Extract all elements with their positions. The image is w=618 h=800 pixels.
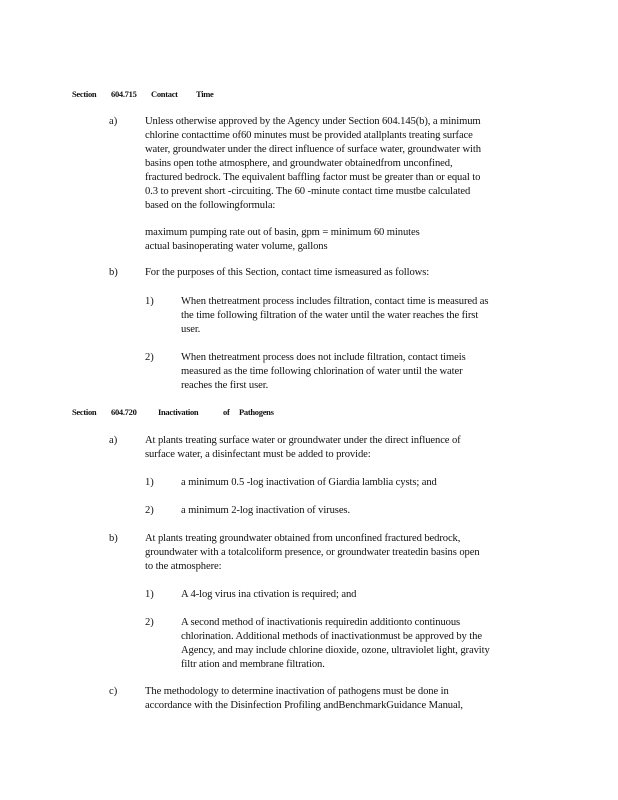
text-line: fractured bedrock. The equivalent baffling factor must be greater than or equal to: [145, 172, 481, 183]
subitem-paragraph: [181, 616, 541, 672]
section-title-word: of: [223, 407, 230, 417]
item-paragraph: [145, 532, 540, 574]
text-line: At plants treating surface water or groundwater under the direct influence of: [145, 435, 461, 446]
text-line: a minimum 0.5 -log inactivation of Giardia lamblia cysts; and: [181, 477, 437, 488]
text-line: At plants treating groundwater obtained from unconfined fractured bedrock,: [145, 533, 461, 544]
subitem-paragraph: [181, 504, 541, 518]
text-line: a minimum 2-log inactivation of viruses.: [181, 505, 351, 516]
item-paragraph: [145, 115, 540, 213]
text-line: A second method of inactivationis requiredin additionto continuous: [181, 617, 461, 628]
item-label: a): [109, 116, 118, 127]
subitem-paragraph: [181, 476, 541, 490]
text-line: filtr ation and membrane filtration.: [181, 659, 325, 670]
section-number: 604.715: [111, 89, 137, 99]
text-line: surface water, a disinfectant must be added to provide:: [145, 449, 371, 460]
formula-line: actual basinoperating water volume, gallons: [145, 241, 328, 252]
text-line: 0.3 to prevent short -circuiting. The 60 -minute contact time mustbe calculated: [145, 186, 471, 197]
subitem-label: 2): [145, 352, 154, 363]
subitem-label: 1): [145, 589, 154, 600]
item-paragraph: [145, 266, 540, 280]
text-line: groundwater with a totalcoliform presence, or groundwater treatedin basins open: [145, 547, 480, 558]
text-line: reaches the first user.: [181, 380, 269, 391]
text-line: measured as the time following chlorination of water until the water: [181, 366, 463, 377]
item-paragraph: [145, 434, 540, 462]
subitem-label: 1): [145, 296, 154, 307]
section-number: 604.720: [111, 407, 137, 417]
formula: [145, 226, 540, 254]
subitem-label: 1): [145, 477, 154, 488]
text-line: accordance with the Disinfection Profiling andBenchmarkGuidance Manual,: [145, 700, 463, 711]
text-line: Agency, and may include chlorine dioxide, ozone, ultraviolet light, gravity: [181, 645, 490, 656]
text-line: to the atmosphere:: [145, 561, 222, 572]
text-line: For the purposes of this Section, contact time ismeasured as follows:: [145, 267, 430, 278]
text-line: A 4-log virus ina ctivation is required; and: [181, 589, 357, 600]
item-paragraph: [145, 685, 540, 713]
text-line: The methodology to determine inactivation of pathogens must be done in: [145, 686, 449, 697]
text-line: user.: [181, 324, 201, 335]
section-label: Section: [72, 407, 97, 417]
section-label: Section: [72, 89, 97, 99]
text-line: water, groundwater under the direct influence of surface water, groundwater with: [145, 144, 481, 155]
section-title-word: Time: [196, 89, 214, 99]
subitem-paragraph: [181, 351, 541, 393]
subitem-paragraph: [181, 588, 541, 602]
subitem-label: 2): [145, 617, 154, 628]
section-title-word: Inactivation: [158, 407, 199, 417]
text-line: basins open tothe atmosphere, and groundwater obtainedfrom unconfined,: [145, 158, 453, 169]
item-label: c): [109, 686, 118, 697]
text-line: Unless otherwise approved by the Agency under Section 604.145(b), a minimum: [145, 116, 481, 127]
item-label: b): [109, 533, 118, 544]
text-line: When thetreatment process includes filtration, contact time is measured as: [181, 296, 489, 307]
section-title-word: Contact: [151, 89, 178, 99]
text-line: chlorination. Additional methods of inactivationmust be approved by the: [181, 631, 482, 642]
formula-line: maximum pumping rate out of basin, gpm = minimum 60 minutes: [145, 227, 420, 238]
text-line: chlorine contacttime of60 minutes must be provided atallplants treating surface: [145, 130, 473, 141]
text-line: the time following filtration of the water until the water reaches the first: [181, 310, 479, 321]
text-line: When thetreatment process does not include filtration, contact timeis: [181, 352, 466, 363]
item-label: b): [109, 267, 118, 278]
subitem-paragraph: [181, 295, 541, 337]
text-line: based on the followingformula:: [145, 200, 276, 211]
subitem-label: 2): [145, 505, 154, 516]
item-label: a): [109, 435, 118, 446]
section-title-word: Pathogens: [239, 407, 274, 417]
